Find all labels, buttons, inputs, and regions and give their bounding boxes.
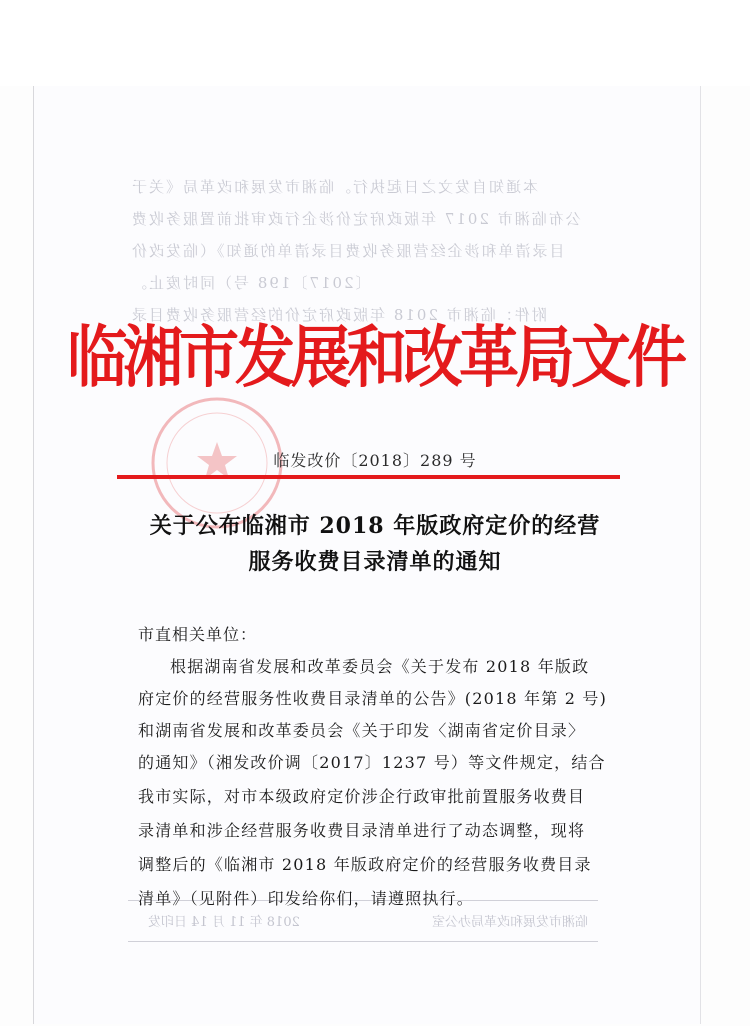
body-paragraph-line: 府定价的经营服务性收费目录清单的公告》(2018 年第 2 号) — [138, 689, 608, 708]
body-paragraph-line: 我市实际，对市本级政府定价涉企行政审批前置服务收费目 — [138, 787, 586, 806]
body-paragraph-line: 的通知》（湘发改价调〔2017〕1237 号）等文件规定，结合 — [138, 753, 606, 772]
body-paragraph-line: 录清单和涉企经营服务收费目录清单进行了动态调整，现将 — [138, 821, 586, 840]
notice-title-line: 服务收费目录清单的通知 — [248, 549, 502, 575]
show-through-footer-right: 2018 年 11 月 14 日印发 — [148, 915, 300, 930]
document-number: 临发改价〔2018〕289 号 — [273, 451, 477, 470]
notice-title-line: 关于公布临湘市 2018 年版政府定价的经营 — [149, 513, 601, 539]
show-through-line: 〔2017〕198 号）同时废止。 — [130, 274, 371, 292]
show-through-line: 公布临湘市 2017 年版政府定价涉企行政审批前置服务收费 — [130, 210, 581, 228]
body-paragraph-line: 根据湖南省发展和改革委员会《关于发布 2018 年版政 — [170, 657, 590, 676]
show-through-line: 附件：临湘市 2018 年版政府定价的经营服务收费目录 — [130, 306, 547, 324]
show-through-line: 本通知自发文之日起执行。临湘市发展和改革局《关于 — [130, 178, 539, 196]
notice-title — [0, 508, 750, 580]
salutation: 市直相关单位： — [138, 625, 258, 644]
body-paragraph-line: 清单》（见附件）印发给你们，请遵照执行。 — [138, 889, 475, 908]
red-divider-line — [117, 475, 620, 479]
body-paragraph-line: 和湖南省发展和改革委员会《关于印发〈湖南省定价目录〉 — [138, 721, 586, 740]
show-through-line: 目录清单和涉企经营服务收费目录清单的通知》（临发改价 — [130, 242, 565, 260]
show-through-footer-left: 临湘市发展和改革局办公室 — [431, 915, 588, 930]
body-paragraph-line: 调整后的《临湘市 2018 年版政府定价的经营服务收费目录 — [138, 855, 592, 874]
issuing-authority-header: 临湘市发展和改革局文件 — [67, 318, 683, 398]
